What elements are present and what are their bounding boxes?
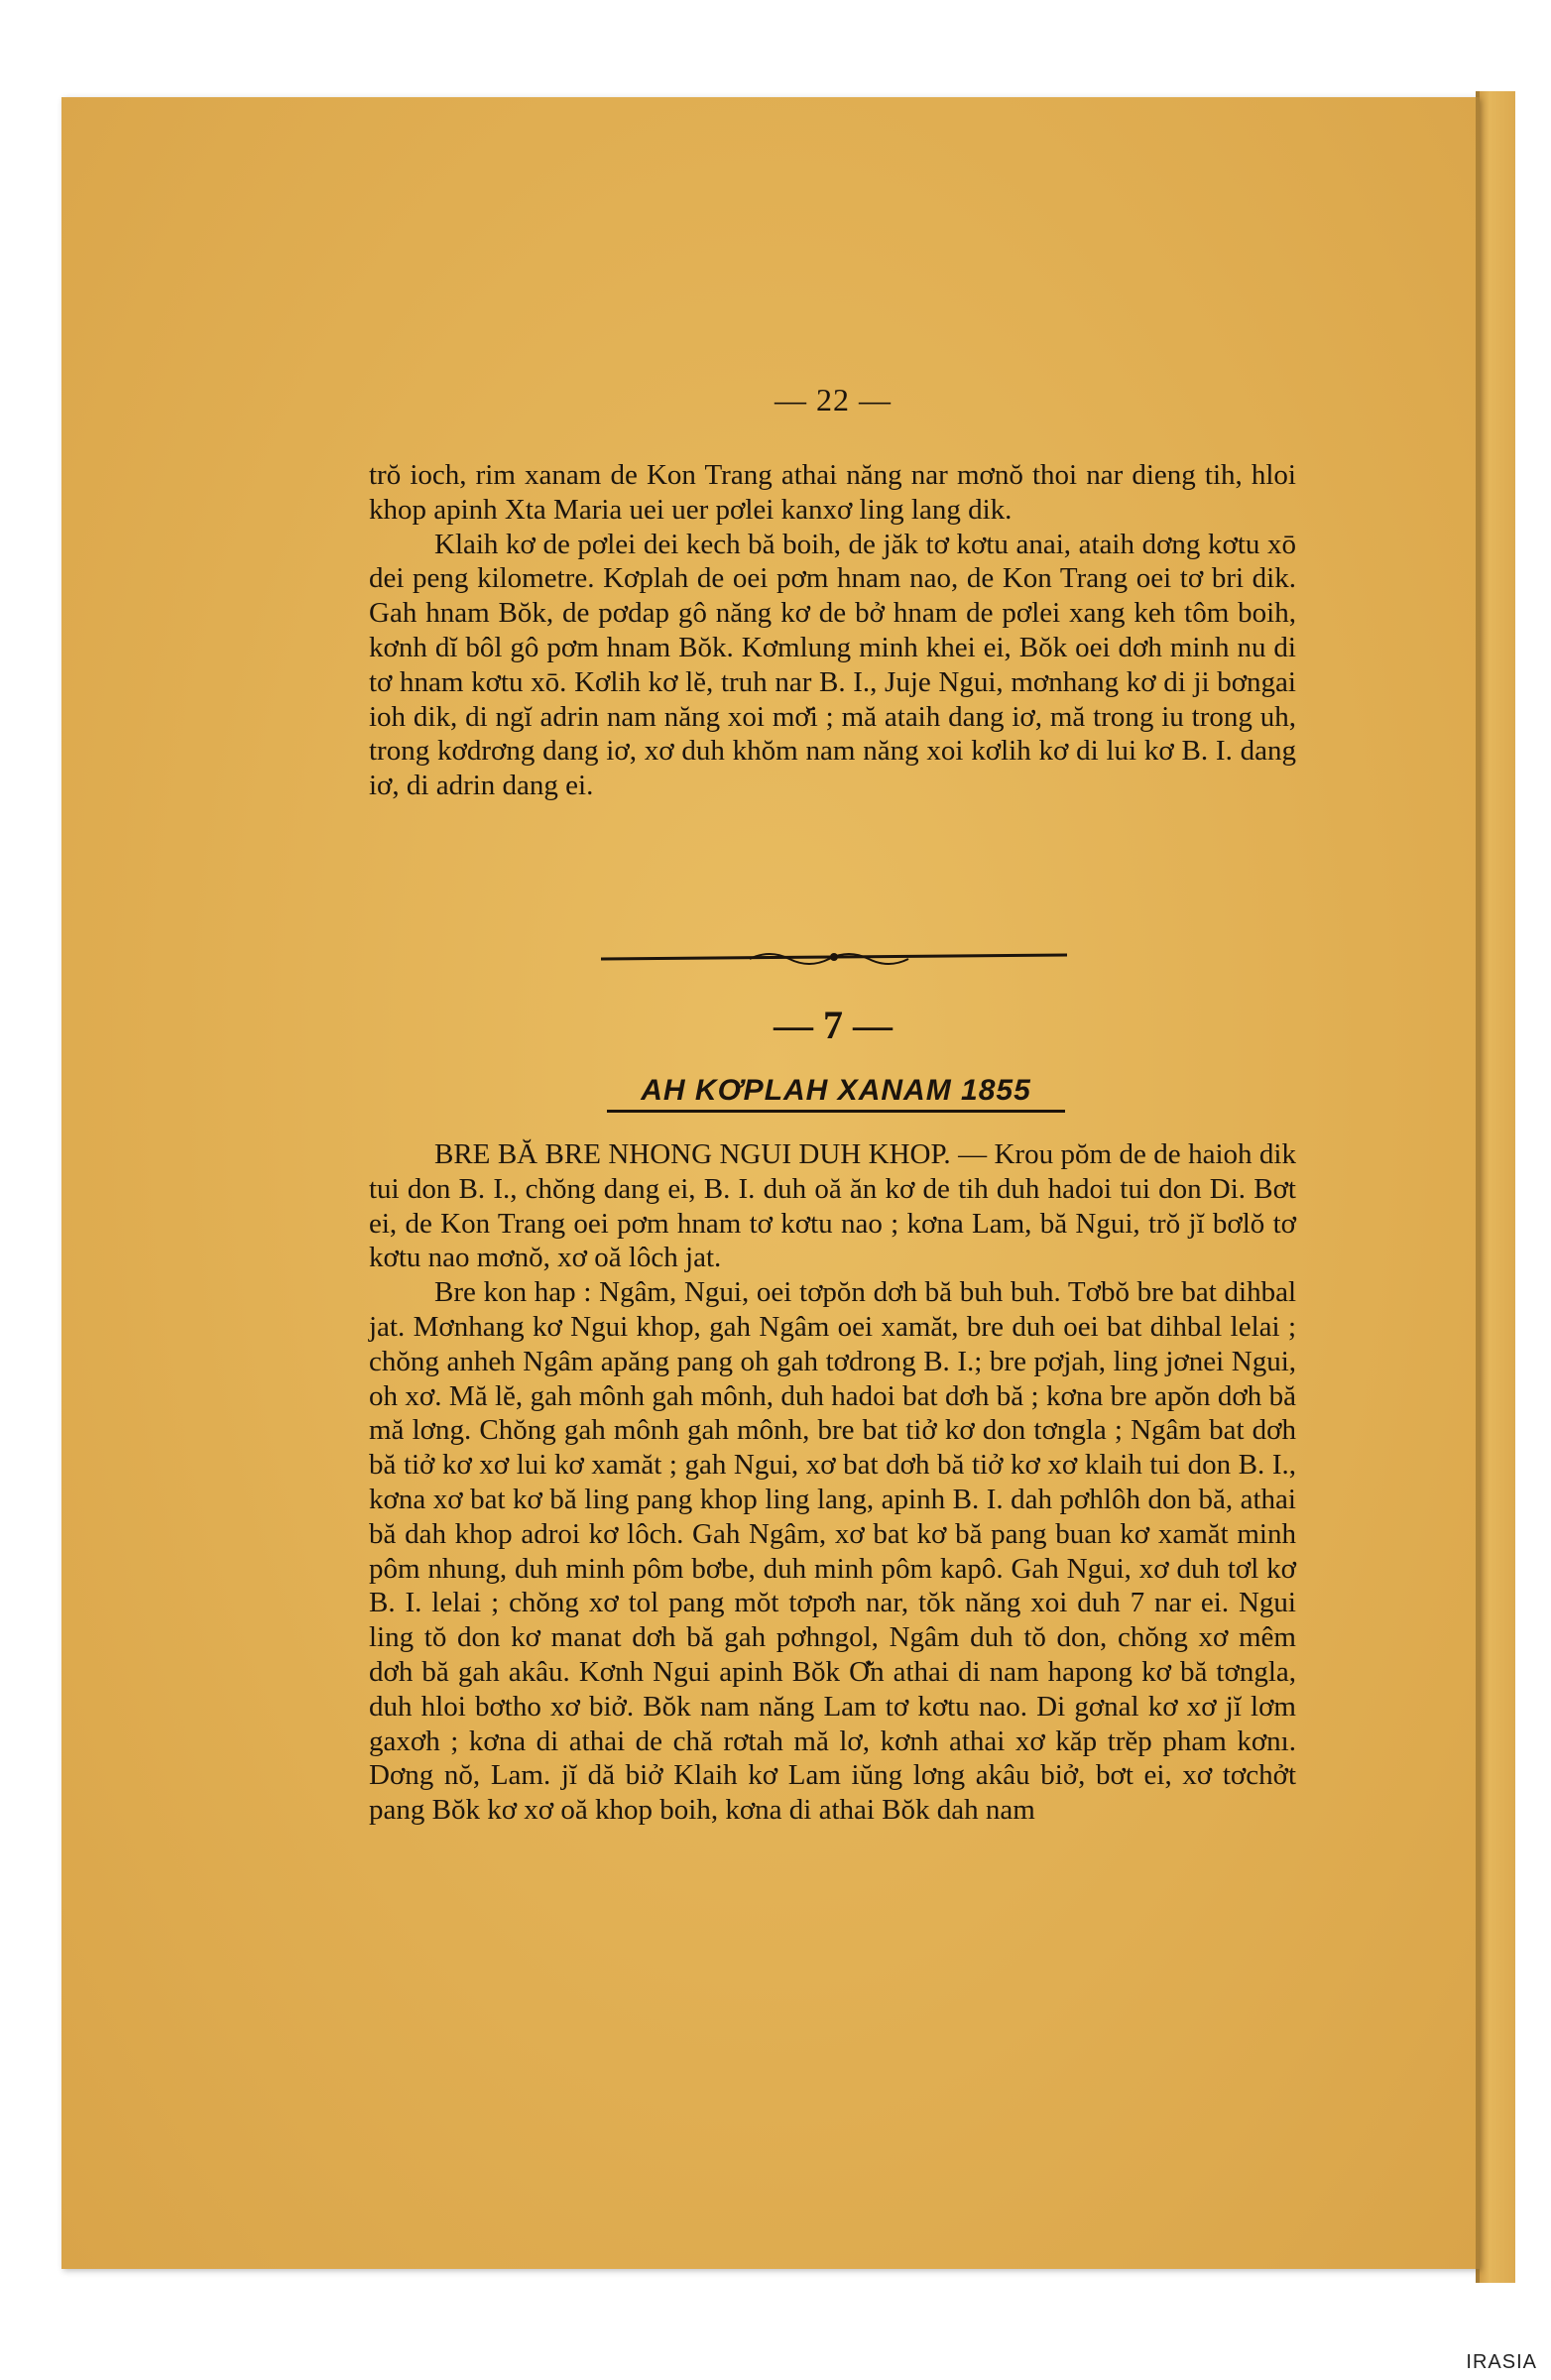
page-fold [1476, 91, 1480, 2283]
adjacent-page-edge [1476, 91, 1515, 2283]
ornament-divider [601, 947, 1067, 969]
text-block-top [369, 458, 1296, 803]
watermark-text: IRASIA [1466, 2351, 1537, 2373]
paragraph: BRE BĂ BRE NHONG NGUI DUH KHOP. — Krou pŏm de de haioh dik tui don B. I., chŏng dang ei, B. I. duh oă ăn kơ de tih duh hadoi tui don Di. Bơt ei, de Kon Trang oei pơm hnam tơ kơtu nao ; kơna Lam, bă Ngui, trŏ jĭ bơlŏ tơ kơtu nao mơnŏ, xơ oă lôch jat. [369, 1138, 1296, 1274]
text-block-bottom [369, 1137, 1296, 1828]
paragraph: Klaih kơ de pơlei dei kech bă boih, de jăk tơ kơtu anai, ataih dơng kơtu xō dei peng kilometre. Kơplah de oei pơm hnam nao, de Kon Trang oei tơ bri dik. Gah hnam Bŏk, de pơdap gô năng kơ de bở hnam de pơlei xang keh tôm boih, kơnh dĭ bôl gô pơm hnam Bŏk. Kơmlung minh khei ei, Bŏk oei dơh minh nu di tơ hnam kơtu xō. Kơlih kơ lĕ, truh nar B. I., Juje Ngui, mơnhang kơ di ji bơngai ioh dik, di ngĭ adrin nam năng xoi mơ̆i ; mă ataih dang iơ, mă trong iu trong uh, trong kơdrơng dang iơ, xơ duh khŏm nam năng xoi kơlih kơ di lui kơ B. I. dang iơ, di adrin dang ei. [369, 528, 1296, 802]
paragraph: trŏ ioch, rim xanam de Kon Trang athai năng nar mơnŏ thoi nar dieng tih, hloi khop apinh Xta Maria uei uer pơlei kanxơ ling lang dik. [369, 459, 1296, 526]
chapter-title: AH KƠPLAH XANAM 1855 [607, 1074, 1065, 1113]
chapter-number: — 7 — [774, 1003, 893, 1047]
page-number: — 22 — [775, 382, 892, 417]
paragraph: Bre kon hap : Ngâm, Ngui, oei tơpŏn dơh bă buh buh. Tơbŏ bre bat dihbal jat. Mơnhang kơ Ngui khop, gah Ngâm oei xamăt, bre duh oei bat dihbal lelai ; chŏng anheh Ngâm apăng pang oh gah tơdrong B. I.; bre pơjah, ling jơnei Ngui, oh xơ. Mă lĕ, gah mônh gah mônh, duh hadoi bat dơh bă ; kơna bre apŏn dơh bă mă lơng. Chŏng gah mônh gah mônh, bre bat tiở kơ don tơngla ; Ngâm bat dơh bă tiở kơ xơ lui kơ xamăt ; gah Ngui, xơ bat dơh bă tiở kơ xơ klaih tui don B. I., kơna xơ bat kơ bă ling pang khop ling lang, apinh B. I. dah pơhlôh don bă, athai bă dah khop adroi kơ lôch. Gah Ngâm, xơ bat kơ bă pang buan kơ xamăt minh pôm nhung, duh minh pôm bơbe, duh minh pôm kapô. Gah Ngui, xơ duh tơl kơ B. I. lelai ; chŏng xơ tol pang mŏt tơpơh nar, tŏk năng xoi duh 7 nar ei. Ngui ling tŏ don kơ manat dơh bă gah pơhngol, Ngâm duh tŏ don, chŏng xơ mêm dơh bă gah akâu. Kơnh Ngui apinh Bŏk Ơ̆n athai di nam hapong kơ bă tơngla, duh hloi bơtho xơ biở. Bŏk nam năng Lam tơ kơtu nao. Di gơnal kơ xơ jĭ lơm gaxơh ; kơna di athai de chă rơtah mă lơ, kơnh athai xơ kăp trĕp pham kơnı. Dơng nŏ, Lam. jĭ dă biở Klaih kơ Lam iŭng lơng akâu biở, bơt ei, xơ tơchởt pang Bŏk kơ xơ oă khop boih, kơna di athai Bŏk dah nam [369, 1276, 1296, 1827]
